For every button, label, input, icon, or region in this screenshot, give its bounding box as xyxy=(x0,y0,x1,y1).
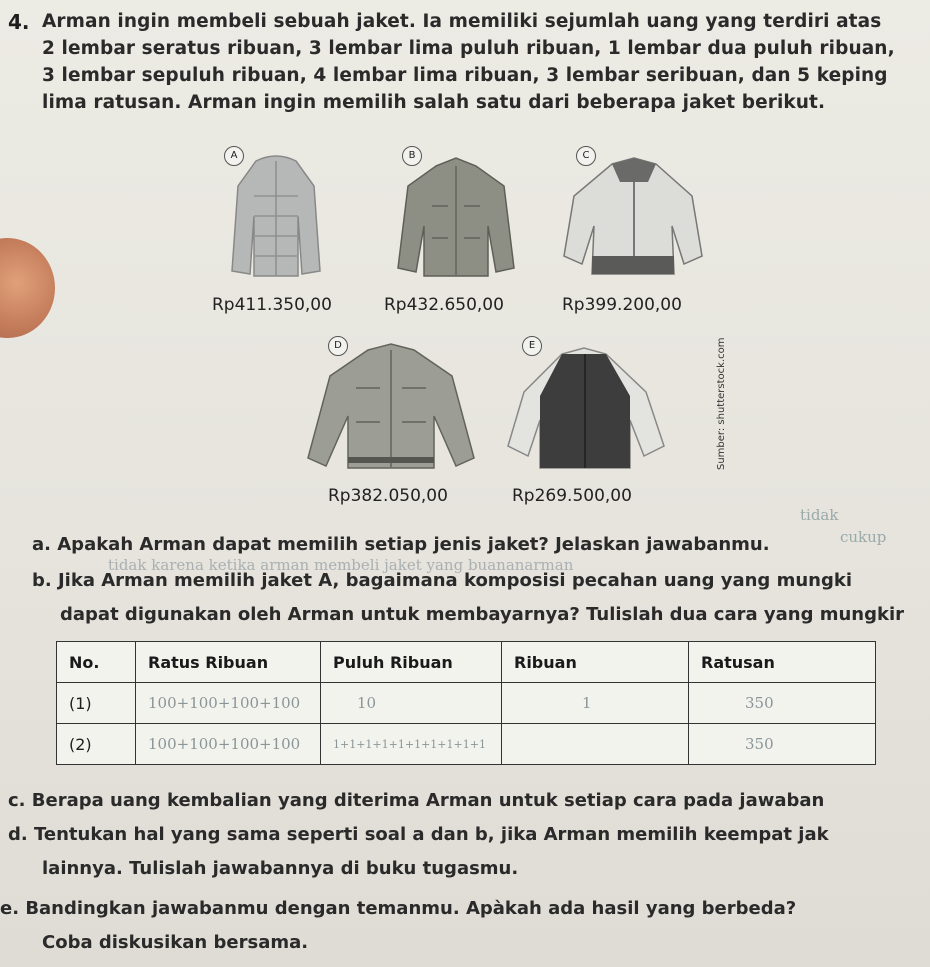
jacket-c xyxy=(562,146,704,281)
jacket-e-icon xyxy=(506,336,666,476)
pencil-note-3: tidak karena ketika arman membeli jaket yang buananarman xyxy=(108,556,574,574)
part-e-line-2: Coba diskusikan bersama. xyxy=(42,932,309,953)
part-d-line-1: d. Tentukan hal yang sama seperti soal a dan b, jika Arman memilih keempat jak xyxy=(8,824,829,845)
header-ratusan: Ratusan xyxy=(689,642,876,683)
intro-line-4: lima ratusan. Arman ingin memilih salah satu dari beberapa jaket berikut. xyxy=(42,92,826,113)
jacket-c-icon xyxy=(562,146,704,281)
jacket-e xyxy=(506,336,666,476)
question-number: 4. xyxy=(8,10,30,34)
row-1-ribuan[interactable]: 1 xyxy=(502,683,689,724)
row-2-ratusan[interactable]: 350 xyxy=(689,724,876,765)
pencil-note-1: tidak xyxy=(800,506,839,524)
intro-line-1: Arman ingin membeli sebuah jaket. Ia memiliki sejumlah uang yang terdiri atas xyxy=(42,11,882,32)
row-1-no: (1) xyxy=(57,683,136,724)
header-puluh-ribuan: Puluh Ribuan xyxy=(321,642,502,683)
row-2-puluh-ribuan[interactable]: 1+1+1+1+1+1+1+1+1+1 xyxy=(321,724,502,765)
row-2-ratus-ribuan[interactable]: 100+100+100+100 xyxy=(136,724,321,765)
row-1-ratus-ribuan[interactable]: 100+100+100+100 xyxy=(136,683,321,724)
jacket-a-letter: A xyxy=(224,146,244,166)
header-no: No. xyxy=(57,642,136,683)
jacket-e-letter: E xyxy=(522,336,542,356)
row-2-ribuan[interactable] xyxy=(502,724,689,765)
finger-photo-artifact xyxy=(0,238,55,338)
jacket-a-price: Rp411.350,00 xyxy=(212,295,332,315)
table-row xyxy=(57,724,876,765)
part-c: c. Berapa uang kembalian yang diterima Arman untuk setiap cara pada jawaban xyxy=(8,790,825,811)
part-b-line-2: dapat digunakan oleh Arman untuk membayarnya? Tulislah dua cara yang mungkir xyxy=(60,604,905,625)
part-e-line-1: e. Bandingkan jawabanmu dengan temanmu. Apàkah ada hasil yang berbeda? xyxy=(0,898,797,919)
jacket-a xyxy=(226,146,326,281)
jacket-d-icon xyxy=(306,336,476,476)
jacket-d-price: Rp382.050,00 xyxy=(328,486,448,506)
jacket-c-letter: C xyxy=(576,146,596,166)
image-credit: Sumber: shutterstock.com xyxy=(716,337,727,470)
question-intro xyxy=(42,8,922,116)
intro-line-2: 2 lembar seratus ribuan, 3 lembar lima puluh ribuan, 1 lembar dua puluh ribuan, xyxy=(42,38,895,59)
row-1-ratusan[interactable]: 350 xyxy=(689,683,876,724)
part-d-line-2: lainnya. Tulislah jawabannya di buku tugasmu. xyxy=(42,858,519,879)
jacket-b-price: Rp432.650,00 xyxy=(384,295,504,315)
answer-table xyxy=(56,641,876,765)
jacket-b-letter: B xyxy=(402,146,422,166)
part-b-line-1: b. Jika Arman memilih jaket A, bagaimana komposisi pecahan uang yang mungki xyxy=(32,570,852,591)
jacket-d xyxy=(306,336,476,476)
part-a: a. Apakah Arman dapat memilih setiap jenis jaket? Jelaskan jawabanmu. xyxy=(32,534,770,555)
jacket-e-price: Rp269.500,00 xyxy=(512,486,632,506)
jacket-a-icon xyxy=(226,146,326,281)
header-ribuan: Ribuan xyxy=(502,642,689,683)
row-2-no: (2) xyxy=(57,724,136,765)
pencil-note-2: cukup xyxy=(840,528,887,546)
row-1-puluh-ribuan[interactable]: 10 xyxy=(321,683,502,724)
jacket-d-letter: D xyxy=(328,336,348,356)
jacket-b xyxy=(396,146,516,281)
header-ratus-ribuan: Ratus Ribuan xyxy=(136,642,321,683)
intro-line-3: 3 lembar sepuluh ribuan, 4 lembar lima ribuan, 3 lembar seribuan, dan 5 keping xyxy=(42,65,888,86)
jacket-b-icon xyxy=(396,146,516,281)
table-row xyxy=(57,683,876,724)
jacket-c-price: Rp399.200,00 xyxy=(562,295,682,315)
table-header-row xyxy=(57,642,876,683)
